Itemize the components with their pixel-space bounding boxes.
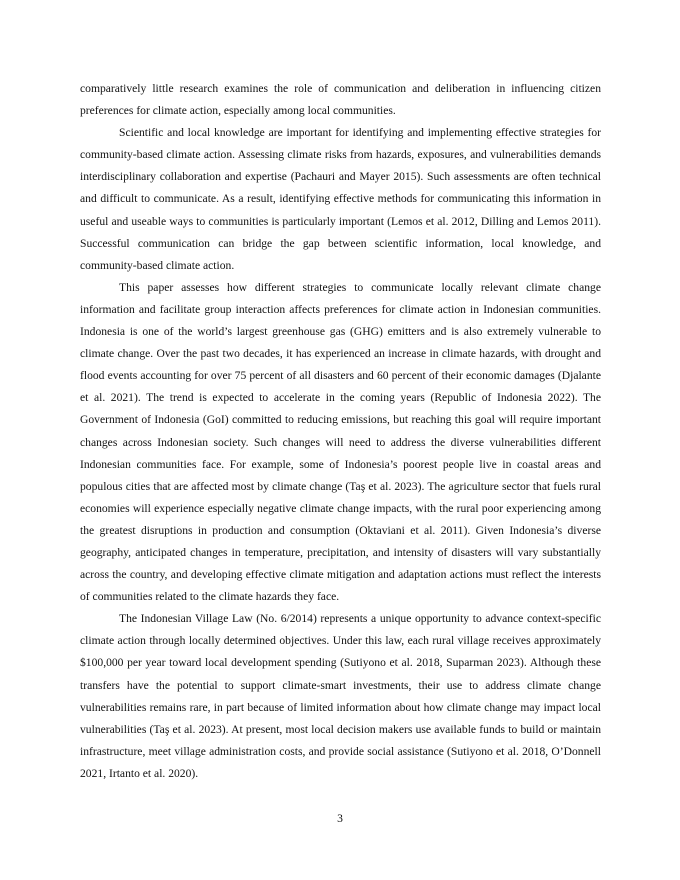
- body-text: [80, 78, 601, 785]
- paragraph-paper-assessment: This paper assesses how different strategies to communicate locally relevant climate change information and facilitate group interaction affects preferences for climate action in Indonesian communities. Indonesia is one of the world’s largest greenhouse gas (GHG) emitters and is also extremely vulnerable to climate change. Over the past two decades, it has experienced an increase in climate hazards, with drought and flood events accounting for over 75 percent of all disasters and 60 percent of their economic damages (Djalante et al. 2021). The trend is expected to accelerate in the coming years (Republic of Indonesia 2022). The Government of Indonesia (GoI) committed to reducing emissions, but reaching this goal will require important changes across Indonesian society. Such changes will need to address the diverse vulnerabilities different Indonesian communities face. For example, some of Indonesia’s poorest people live in coastal areas and populous cities that are affected most by climate change (Taş et al. 2023). The agriculture sector that fuels rural economies will experience especially negative climate change impacts, with the rural poor experiencing among the greatest disruptions in production and consumption (Oktaviani et al. 2011). Given Indonesia’s diverse geography, anticipated changes in temperature, precipitation, and intensity of disasters will vary substantially across the country, and developing effective climate mitigation and adaptation actions must reflect the interests of communities related to the climate hazards they face.: [80, 280, 601, 604]
- paragraph-continuation: comparatively little research examines the role of communication and deliberation in influencing citizen preferences for climate action, especially among local communities.: [80, 82, 601, 118]
- paragraph-village-law: The Indonesian Village Law (No. 6/2014) represents a unique opportunity to advance context-specific climate action through locally determined objectives. Under this law, each rural village receives approximately $100,000 per year toward local development spending (Sutiyono et al. 2018, Suparman 2023). Although these transfers have the potential to support climate-smart investments, their use to address climate change vulnerabilities remains rare, in part because of limited information about how climate change may impact local vulnerabilities (Taş et al. 2023). At present, most local decision makers use available funds to build or maintain infrastructure, meet village administration costs, and provide social assistance (Sutiyono et al. 2018, O’Donnell 2021, Irtanto et al. 2020).: [80, 612, 601, 780]
- paragraph-scientific-knowledge: Scientific and local knowledge are important for identifying and implementing effective strategies for community-based climate action. Assessing climate risks from hazards, exposures, and vulnerabilities demands interdisciplinary collaboration and expertise (Pachauri and Mayer 2015). Such assessments are often technical and difficult to communicate. As a result, identifying effective methods for communicating this information in useful and useable ways to communities is particularly important (Lemos et al. 2012, Dilling and Lemos 2011). Successful communication can bridge the gap between scientific information, local knowledge, and community-based climate action.: [80, 126, 601, 272]
- page-number: 3: [337, 812, 343, 825]
